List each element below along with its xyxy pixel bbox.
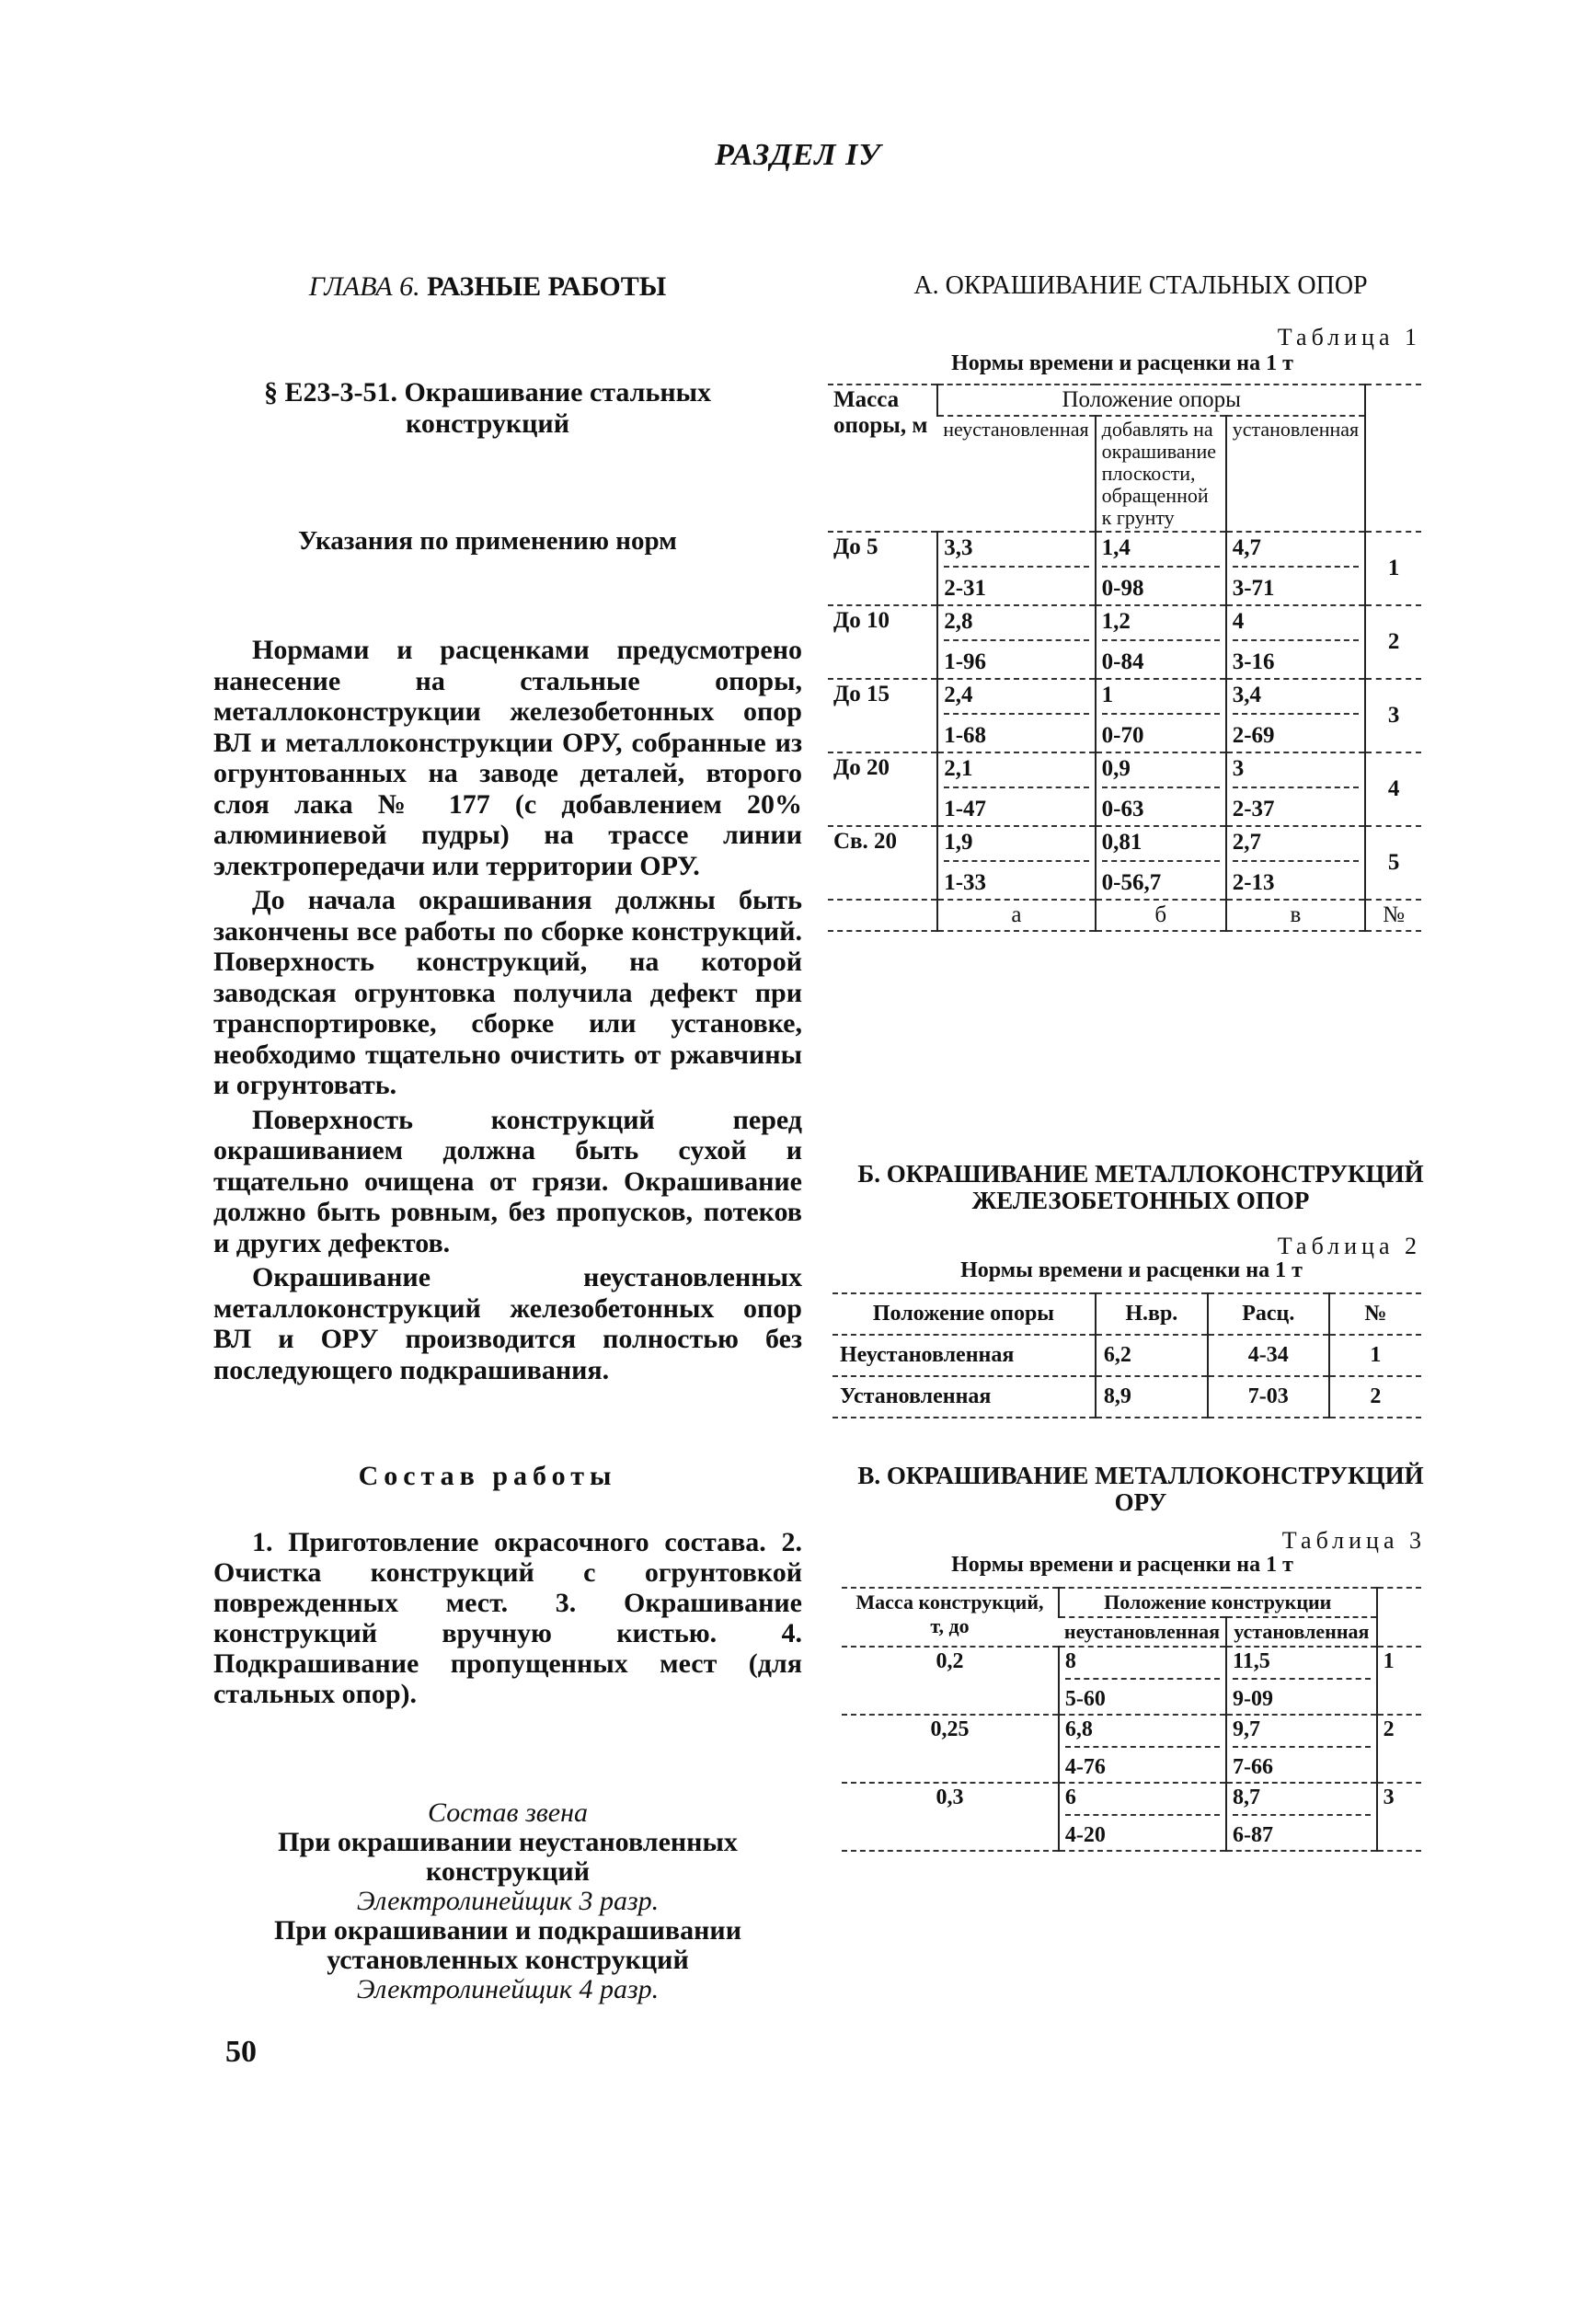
table3-cell-b-rate: 9-09: [1233, 1687, 1274, 1711]
chapter-title: [212, 271, 764, 303]
table1-cell-b-norm: 1,4: [1102, 534, 1220, 568]
table2-cell-rasc: 7-03: [1208, 1376, 1329, 1418]
table1-caption: Нормы времени и расценки на 1 т: [951, 351, 1293, 375]
crew-line-1: При окрашивании неустановленных: [278, 1827, 738, 1857]
work-title: Состав работы: [358, 1461, 617, 1491]
table1-foot-empty: [828, 900, 937, 931]
table3-cell-b-norm: 9,7: [1233, 1717, 1371, 1748]
table1-cell-a-rate: 1-47: [944, 797, 987, 821]
table1-cell-no: 3: [1365, 679, 1421, 752]
table-row: [828, 605, 1421, 679]
table3-header-mass: Масса конструкций, т, до: [842, 1588, 1059, 1647]
table3-cell-a-norm: 6: [1065, 1786, 1220, 1816]
chapter-name: РАЗНЫЕ РАБОТЫ: [427, 271, 667, 302]
table2-cell-position: Неустановленная: [832, 1335, 1096, 1376]
section-b-line2: ЖЕЛЕЗОБЕТОННЫХ ОПОР: [971, 1187, 1310, 1214]
table1-cell-c-rate: 2-13: [1232, 870, 1275, 895]
table-row: [832, 1335, 1421, 1376]
table1-header-b: добавлять на окрашивание плоскости, обращенной к грунту: [1096, 416, 1226, 532]
table1-cell-no: 5: [1365, 826, 1421, 900]
table3-cell-mass: 0,25: [842, 1715, 1059, 1783]
table1-cell-a-norm: 3,3: [944, 534, 1088, 568]
table2-cell-position: Установленная: [832, 1376, 1096, 1418]
table1-header-position: Положение опоры: [937, 385, 1365, 416]
table3-caption: Нормы времени и расценки на 1 т: [951, 1553, 1293, 1577]
table1-cell-a-rate: 1-96: [944, 649, 987, 674]
table3-header-b: установленная: [1226, 1617, 1377, 1647]
table1-cell-a-rate: 1-68: [944, 723, 987, 748]
table1-foot-c: в: [1226, 900, 1365, 931]
table2-cell-nvr: 6,2: [1096, 1335, 1208, 1376]
table-row: [842, 1715, 1421, 1783]
chapter-label: ГЛАВА 6.: [308, 271, 420, 302]
table1-cell-a-rate: 1-33: [944, 870, 987, 895]
table1-cell-c-rate: 2-69: [1232, 723, 1275, 748]
table3-cell-no: 3: [1377, 1783, 1421, 1851]
table1-cell-mass: Св. 20: [828, 826, 937, 900]
table3-label: Таблица 3: [1281, 1527, 1426, 1554]
table-row: [828, 532, 1421, 605]
table3-cell-b-norm: 8,7: [1233, 1786, 1371, 1816]
table3-cell-a-rate: 5-60: [1064, 1687, 1106, 1711]
paragraph-title-line2: конструкций: [405, 408, 570, 439]
guide-title: Указания по применению норм: [298, 526, 677, 556]
table3-header-a: неустановленная: [1059, 1617, 1226, 1647]
table3: [842, 1587, 1421, 1852]
paragraph-number: § E23-3-51.: [263, 377, 397, 408]
table1-cell-c-norm: 2,7: [1233, 829, 1359, 862]
table3-cell-no: 2: [1377, 1715, 1421, 1783]
table2-cell-nvr: 8,9: [1096, 1376, 1208, 1418]
table3-cell-b-rate: 6-87: [1233, 1823, 1274, 1847]
table3-cell-a-norm: 6,8: [1065, 1717, 1220, 1748]
table2-header-no: №: [1329, 1293, 1421, 1335]
table1-cell-b-norm: 1,2: [1102, 608, 1220, 641]
table-row: [832, 1376, 1421, 1418]
table1-cell-mass: До 20: [828, 752, 937, 826]
guide-paragraph-3: Поверхность конструкций перед окрашиванием должна быть сухой и тщательно очищена от грязи. Окрашивание должно быть ровным, без пропусков, потеков и других дефектов.: [213, 1104, 802, 1258]
table1-foot-b: б: [1096, 900, 1226, 931]
crew-line-3: При окрашивании и подкрашивании: [274, 1915, 741, 1946]
paragraph-title: [212, 377, 764, 440]
table3-header-empty: [1377, 1588, 1421, 1647]
table1-cell-c-norm: 3,4: [1233, 682, 1359, 715]
table1-header-mass: Масса опоры, м: [828, 385, 937, 532]
table1-header-c: установленная: [1226, 416, 1365, 532]
table1-cell-mass: До 5: [828, 532, 937, 605]
table-row: [842, 1783, 1421, 1851]
table1-foot-a: а: [937, 900, 1095, 931]
guide-paragraph-2: До начала окрашивания должны быть закончены все работы по сборке конструкций. Поверхность конструкций, на которой заводская огрунтовка получила дефект при транспортировке, сборке или установке, необходимо тщательно очистить от ржавчины и огрунтовать.: [213, 885, 802, 1100]
table1-header-a: неустановленная: [937, 416, 1095, 532]
guide-paragraph-1: Нормами и расценками предусмотрено нанесение на стальные опоры, металлоконструкции железобетонных опор ВЛ и металлоконструкции ОРУ, собранные из огрунтованных на заводе деталей, второго слоя лака № 177 (с добавлением 20% алюминиевой пудры) на трассе линии электропередачи или территории ОРУ.: [213, 635, 802, 881]
section-a-title: А. ОКРАШИВАНИЕ СТАЛЬНЫХ ОПОР: [913, 271, 1368, 300]
table2-header-position: Положение опоры: [832, 1293, 1096, 1335]
section-c-line1: В. ОКРАШИВАНИЕ МЕТАЛЛОКОНСТРУКЦИЙ: [857, 1462, 1424, 1489]
table1-cell-c-norm: 3: [1233, 755, 1359, 788]
table2-header-nvr: Н.вр.: [1096, 1293, 1208, 1335]
crew-line-2: конструкций: [425, 1856, 591, 1887]
table3-header-position: Положение конструкции: [1059, 1588, 1377, 1617]
crew-worker-1: Электролинейщик 3 разр.: [356, 1886, 660, 1916]
table3-cell-a-rate: 4-76: [1064, 1755, 1106, 1779]
table1-cell-a-norm: 2,8: [944, 608, 1088, 641]
table1-cell-c-rate: 3-71: [1232, 576, 1275, 601]
table1-cell-a-norm: 2,4: [944, 682, 1088, 715]
table2: [832, 1292, 1421, 1418]
paragraph-title-line1: Окрашивание стальных: [404, 377, 712, 408]
table-row: [828, 826, 1421, 900]
table1-cell-b-rate: 0-84: [1101, 649, 1144, 674]
table1: [828, 384, 1421, 932]
table1-cell-c-rate: 3-16: [1232, 649, 1275, 674]
table1-cell-no: 1: [1365, 532, 1421, 605]
table2-caption: Нормы времени и расценки на 1 т: [960, 1258, 1303, 1282]
table1-cell-a-norm: 1,9: [944, 829, 1088, 862]
section-c-title: [846, 1463, 1435, 1516]
table2-cell-rasc: 4-34: [1208, 1335, 1329, 1376]
table1-cell-c-rate: 2-37: [1232, 797, 1275, 821]
table1-cell-b-rate: 0-70: [1101, 723, 1144, 748]
table1-cell-c-norm: 4,7: [1233, 534, 1359, 568]
section-b-title: [846, 1161, 1435, 1214]
table1-label: Таблица 1: [1277, 324, 1421, 350]
table1-cell-a-norm: 2,1: [944, 755, 1088, 788]
table-row: [828, 752, 1421, 826]
table1-cell-b-rate: 0-56,7: [1101, 870, 1162, 895]
table1-cell-no: 4: [1365, 752, 1421, 826]
table1-cell-c-norm: 4: [1233, 608, 1359, 641]
table1-cell-b-norm: 0,9: [1102, 755, 1220, 788]
work-body: [213, 1527, 802, 1709]
table1-cell-mass: До 10: [828, 605, 937, 679]
crew-worker-2: Электролинейщик 4 разр.: [356, 1974, 660, 2004]
table3-cell-a-norm: 8: [1065, 1649, 1220, 1680]
table3-cell-mass: 0,3: [842, 1783, 1059, 1851]
section-c-line2: ОРУ: [1114, 1488, 1167, 1516]
table-row: [842, 1647, 1421, 1715]
table1-cell-mass: До 15: [828, 679, 937, 752]
section-b-line1: Б. ОКРАШИВАНИЕ МЕТАЛЛОКОНСТРУКЦИЙ: [857, 1160, 1424, 1188]
table2-header-rasc: Расц.: [1208, 1293, 1329, 1335]
guide-paragraph-4: Окрашивание неустановленных металлоконструкций железобетонных опор ВЛ и ОРУ производится полностью без последующего подкрашивания.: [213, 1262, 802, 1385]
table1-header-empty: [1365, 385, 1421, 532]
guide-body: [213, 635, 802, 1389]
table1-cell-b-rate: 0-63: [1101, 797, 1144, 821]
table1-cell-b-rate: 0-98: [1101, 576, 1144, 601]
table2-label: Таблица 2: [1277, 1233, 1421, 1259]
table3-cell-b-norm: 11,5: [1233, 1649, 1371, 1680]
table2-cell-no: 2: [1329, 1376, 1421, 1418]
crew-line-4: установленных конструкций: [327, 1945, 689, 1975]
table-row: [828, 679, 1421, 752]
crew-block: [213, 1798, 802, 2004]
table1-cell-b-norm: 0,81: [1102, 829, 1220, 862]
page-number: 50: [225, 2035, 257, 2069]
table3-cell-a-rate: 4-20: [1064, 1823, 1106, 1847]
table1-foot-n: №: [1365, 900, 1421, 931]
table3-cell-b-rate: 7-66: [1233, 1755, 1274, 1779]
table3-cell-no: 1: [1377, 1647, 1421, 1715]
work-paragraph: 1. Приготовление окрасочного состава. 2. Очистка конструкций с огрунтовкой поврежденных мест. 3. Окрашивание конструкций вручную кистью. 4. Подкрашивание пропущенных мест (для стальных опор).: [213, 1527, 802, 1709]
crew-title: Состав звена: [427, 1797, 588, 1828]
table1-cell-b-norm: 1: [1102, 682, 1220, 715]
table1-cell-a-rate: 2-31: [944, 576, 987, 601]
table1-cell-no: 2: [1365, 605, 1421, 679]
section-title: РАЗДЕЛ IУ: [715, 138, 881, 172]
table3-cell-mass: 0,2: [842, 1647, 1059, 1715]
table2-cell-no: 1: [1329, 1335, 1421, 1376]
